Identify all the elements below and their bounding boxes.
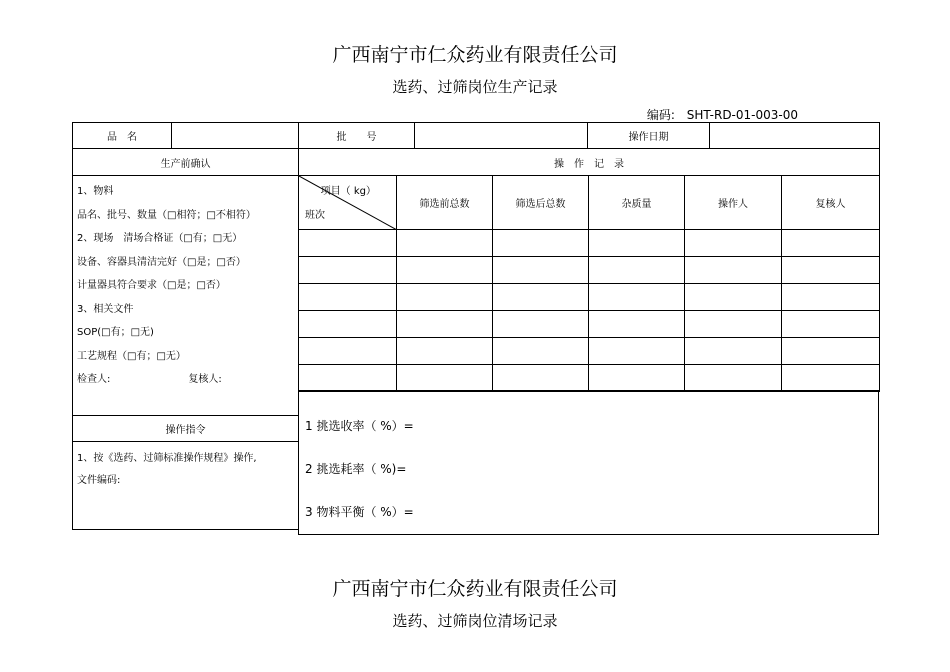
table-row bbox=[299, 365, 880, 392]
pre-check-item[interactable]: 计量器具符合要求（□是；□否） bbox=[77, 280, 226, 291]
table-row bbox=[299, 230, 880, 257]
formula-table bbox=[298, 390, 879, 535]
pre-check-item: 3、相关文件 bbox=[77, 303, 134, 315]
reviewer-label: 复核人: bbox=[188, 374, 222, 385]
table-cell[interactable] bbox=[685, 365, 782, 392]
table-cell[interactable] bbox=[589, 230, 685, 257]
company-title: 广西南宁市仁众药业有限责任公司 bbox=[332, 44, 618, 66]
pre-check-item[interactable]: 2、现场 清场合格证（□有；□无） bbox=[77, 233, 243, 244]
product-name-field[interactable] bbox=[172, 123, 299, 149]
table-cell[interactable] bbox=[299, 284, 397, 311]
column-header: 杂质量 bbox=[589, 176, 685, 230]
table-cell[interactable] bbox=[299, 230, 397, 257]
table-cell[interactable] bbox=[493, 365, 589, 392]
table-cell[interactable] bbox=[299, 311, 397, 338]
table-cell[interactable] bbox=[397, 230, 493, 257]
table-row bbox=[299, 284, 880, 311]
operation-date-label: 操作日期 bbox=[588, 123, 710, 149]
table-cell[interactable] bbox=[299, 257, 397, 284]
batch-number-label: 批 号 bbox=[299, 123, 415, 149]
table-cell[interactable] bbox=[397, 365, 493, 392]
pre-check-item: 1、物料 bbox=[77, 186, 114, 197]
table-cell[interactable] bbox=[493, 257, 589, 284]
table-cell[interactable] bbox=[685, 284, 782, 311]
table-cell[interactable] bbox=[493, 230, 589, 257]
document-code-value: SHT-RD-01-003-00 bbox=[686, 108, 798, 122]
table-cell[interactable] bbox=[589, 365, 685, 392]
instructions-content bbox=[73, 442, 299, 530]
pre-check-item[interactable]: SOP(□有；□无) bbox=[77, 327, 154, 338]
table-cell[interactable] bbox=[493, 338, 589, 365]
column-header: 复核人 bbox=[782, 176, 880, 230]
table-cell[interactable] bbox=[782, 365, 880, 392]
table-cell[interactable] bbox=[589, 257, 685, 284]
info-table bbox=[72, 122, 880, 149]
table-cell[interactable] bbox=[493, 284, 589, 311]
table-cell[interactable] bbox=[589, 284, 685, 311]
table-cell[interactable] bbox=[589, 311, 685, 338]
table-cell[interactable] bbox=[782, 257, 880, 284]
instruction-line: 1、按《选药、过筛标准操作规程》操作, bbox=[77, 453, 257, 464]
table-cell[interactable] bbox=[589, 338, 685, 365]
pre-check-header: 生产前确认 bbox=[73, 149, 299, 176]
shift-label: 班次 bbox=[305, 210, 325, 221]
record-title: 选药、过筛岗位生产记录 bbox=[392, 78, 558, 96]
next-record-title: 选药、过筛岗位清场记录 bbox=[392, 612, 558, 630]
table-cell[interactable] bbox=[782, 338, 880, 365]
operation-date-field[interactable] bbox=[710, 123, 880, 149]
operation-record-header: 操 作 记 录 bbox=[299, 149, 880, 176]
yield-rate-formula[interactable]: 1 挑选收率（ %）= bbox=[305, 419, 414, 433]
column-header: 筛选后总数 bbox=[493, 176, 589, 230]
document-code bbox=[647, 106, 798, 123]
table-cell[interactable] bbox=[299, 338, 397, 365]
column-header: 操作人 bbox=[685, 176, 782, 230]
table-cell[interactable] bbox=[685, 311, 782, 338]
signature-line bbox=[73, 368, 298, 392]
table-cell[interactable] bbox=[782, 311, 880, 338]
pre-check-item[interactable]: 设备、容器具清洁完好（□是；□否） bbox=[77, 256, 246, 268]
table-cell[interactable] bbox=[397, 257, 493, 284]
document-code-label: 编码: bbox=[646, 108, 675, 122]
item-kg-label: 项目（ kg） bbox=[320, 186, 376, 197]
material-balance-formula[interactable]: 3 物料平衡（ %）= bbox=[305, 505, 414, 519]
pre-check-item[interactable]: 品名、批号、数量（□相符；□不相符） bbox=[77, 209, 256, 221]
table-cell[interactable] bbox=[493, 311, 589, 338]
next-company-title: 广西南宁市仁众药业有限责任公司 bbox=[332, 578, 618, 600]
pre-check-content bbox=[73, 176, 299, 416]
pre-check-table bbox=[72, 148, 299, 530]
table-cell[interactable] bbox=[397, 338, 493, 365]
table-cell[interactable] bbox=[299, 365, 397, 392]
column-header: 筛选前总数 bbox=[397, 176, 493, 230]
table-row bbox=[299, 311, 880, 338]
product-name-label: 品 名 bbox=[73, 123, 172, 149]
pre-check-item[interactable]: 工艺规程（□有；□无） bbox=[77, 350, 186, 362]
table-cell[interactable] bbox=[397, 284, 493, 311]
diagonal-header-cell bbox=[299, 176, 397, 230]
table-row bbox=[299, 338, 880, 365]
table-cell[interactable] bbox=[685, 257, 782, 284]
instructions-header: 操作指令 bbox=[73, 416, 299, 442]
formula-content bbox=[299, 391, 879, 535]
table-cell[interactable] bbox=[397, 311, 493, 338]
table-cell[interactable] bbox=[782, 230, 880, 257]
instruction-line: 文件编码: bbox=[77, 475, 121, 486]
inspector-label: 检查人: bbox=[77, 374, 111, 385]
table-cell[interactable] bbox=[685, 230, 782, 257]
table-cell[interactable] bbox=[782, 284, 880, 311]
loss-rate-formula[interactable]: 2 挑选耗率（ %)= bbox=[305, 462, 407, 476]
table-row bbox=[299, 257, 880, 284]
operation-record-table bbox=[298, 148, 880, 392]
batch-number-field[interactable] bbox=[415, 123, 588, 149]
table-cell[interactable] bbox=[685, 338, 782, 365]
